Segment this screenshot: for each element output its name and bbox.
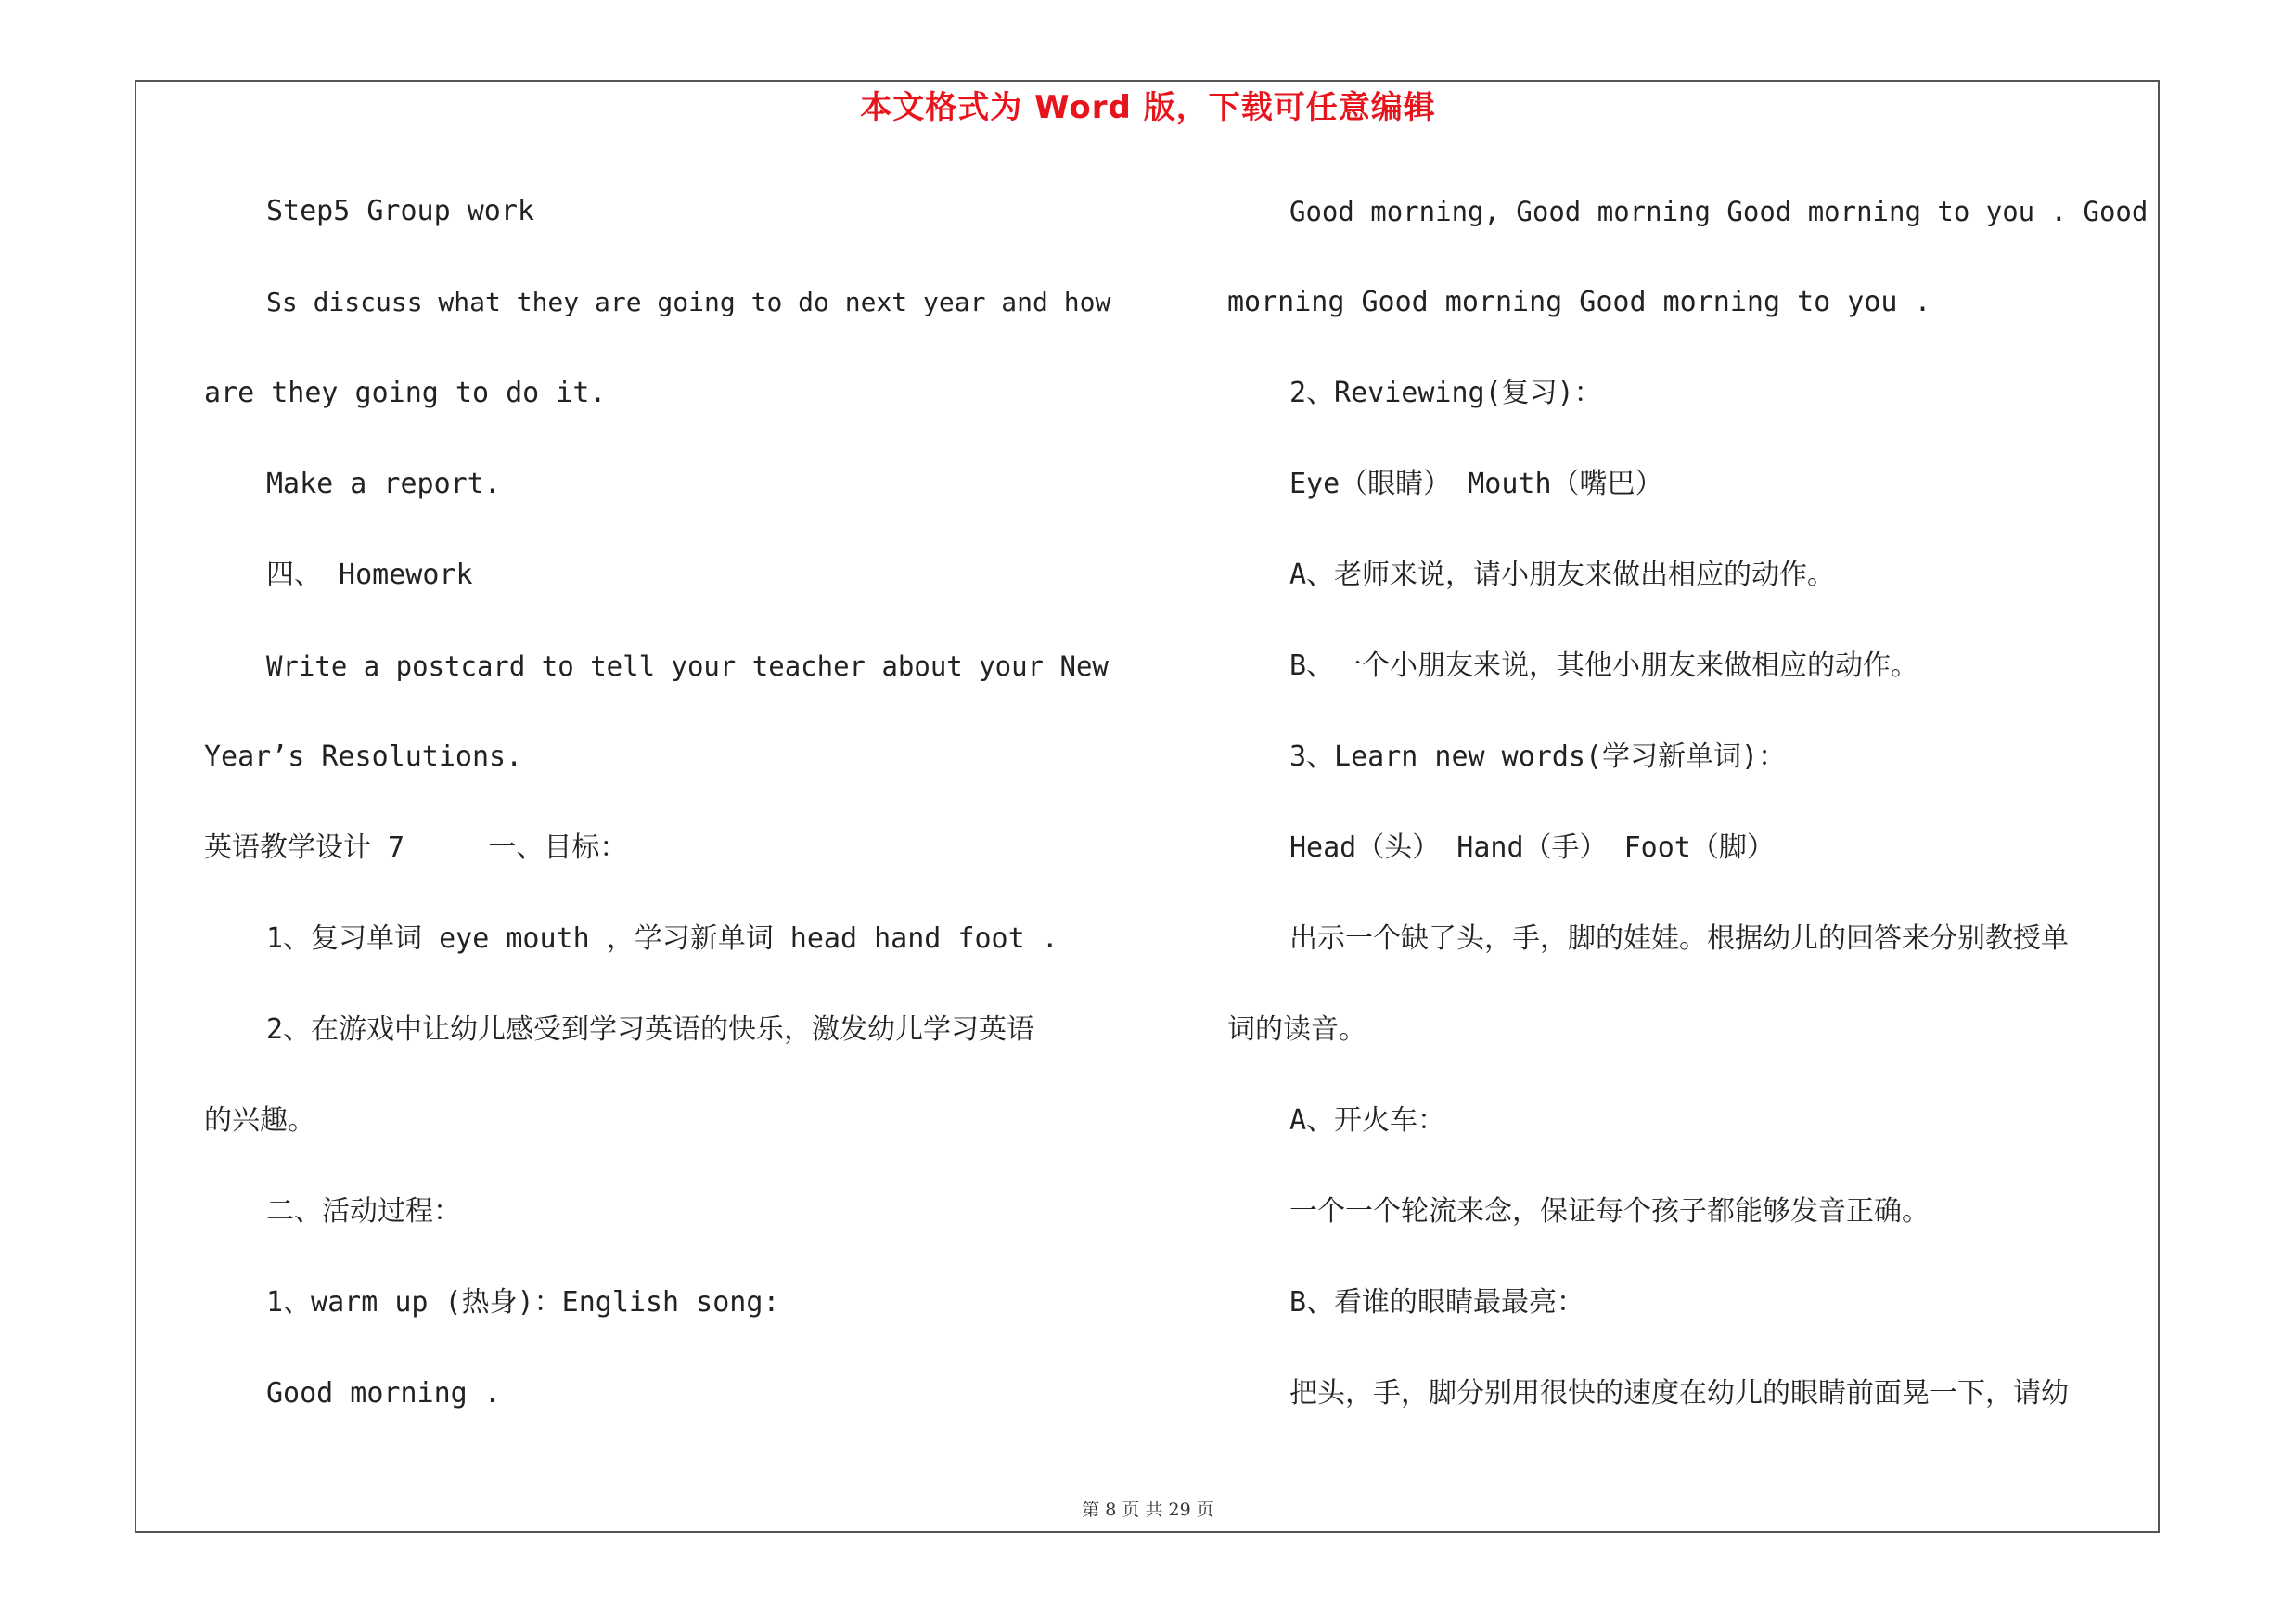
left-line-7: Year’s Resolutions. [204,741,523,773]
left-line-3: are they going to do it. [204,377,607,409]
left-line-8: 英语教学设计 7 一、目标： [204,831,628,864]
left-line-6: Write a postcard to tell your teacher about your New [266,650,1109,682]
right-line-7: 3、Learn new words(学习新单词)： [1289,741,1787,773]
left-line-11: 的兴趣。 [204,1104,315,1137]
right-line-6: B、一个小朋友来说，其他小朋友来做相应的动作。 [1289,650,1919,682]
page-number-footer: 第 8 页 共 29 页 [1082,1500,1214,1520]
right-line-4: Eye（眼睛） Mouth（嘴巴） [1289,468,1663,500]
right-line-8: Head（头） Hand（手） Foot（脚） [1289,831,1775,864]
left-line-13: 1、warm up (热身)：English song: [266,1286,780,1319]
left-line-10: 2、在游戏中让幼儿感受到学习英语的快乐，激发幼儿学习英语 [266,1013,1035,1046]
left-line-4: Make a report. [266,468,501,500]
right-line-2: morning Good morning Good morning to you . [1227,286,1931,318]
left-line-5: 四、 Homework [266,559,473,591]
right-line-14: 把头，手，脚分别用很快的速度在幼儿的眼睛前面晃一下，请幼 [1289,1377,2069,1410]
right-line-12: 一个一个轮流来念，保证每个孩子都能够发音正确。 [1289,1195,1930,1228]
word-format-banner: 本文格式为 Word 版，下载可任意编辑 [860,89,1436,126]
left-line-1: Step5 Group work [266,195,534,227]
right-line-1: Good morning, Good morning Good morning to you . Good [1289,196,2148,227]
left-line-14: Good morning . [266,1377,501,1410]
left-line-9: 1、复习单词 eye mouth ，学习新单词 head hand foot . [266,922,1058,955]
right-line-11: A、开火车： [1289,1104,1446,1137]
right-line-9: 出示一个缺了头，手，脚的娃娃。根据幼儿的回答来分别教授单 [1289,922,2069,955]
left-line-2: Ss discuss what they are going to do next year and how [266,287,1111,317]
left-line-12: 二、活动过程： [266,1195,461,1228]
right-line-3: 2、Reviewing(复习)： [1289,377,1602,409]
right-line-5: A、老师来说，请小朋友来做出相应的动作。 [1289,559,1836,591]
right-line-13: B、看谁的眼睛最最亮： [1289,1286,1585,1319]
right-line-10: 词的读音。 [1227,1013,1366,1046]
